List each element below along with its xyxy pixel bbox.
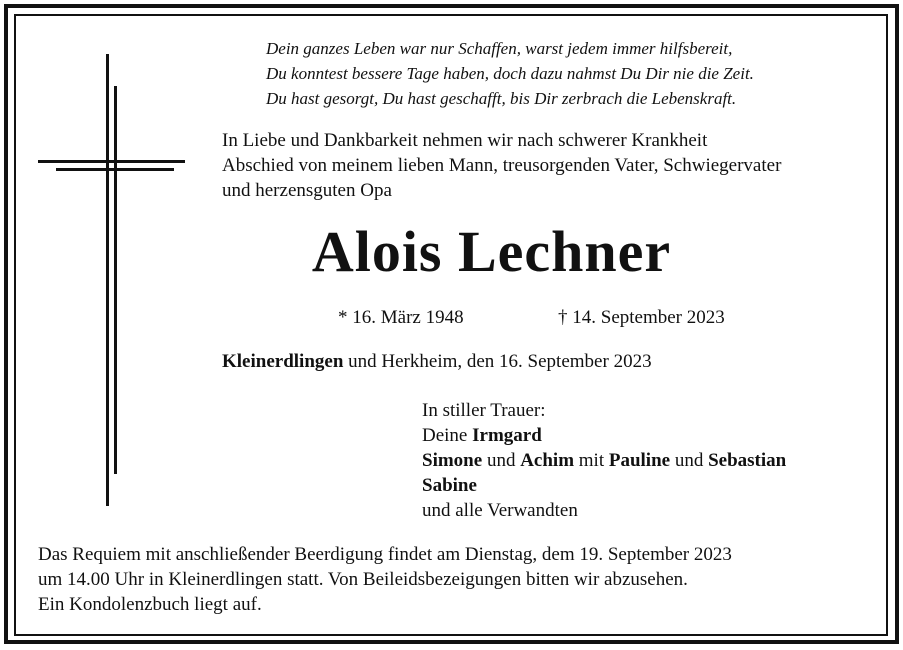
service-line: um 14.00 Uhr in Kleinerdlingen statt. Von Beileidsbezeigungen bitten wir abzusehen. bbox=[38, 569, 688, 590]
text: und bbox=[670, 450, 709, 471]
mourners bbox=[422, 398, 786, 523]
place-town: Kleinerdlingen bbox=[222, 351, 344, 372]
text: Deine bbox=[422, 425, 473, 446]
birth-date: * 16. März 1948 bbox=[338, 307, 464, 328]
death-date: † 14. September 2023 bbox=[558, 307, 725, 328]
spouse-name: Irmgard bbox=[472, 425, 542, 446]
service-line: Das Requiem mit anschließender Beerdigung findet am Dienstag, dem 19. September 2023 bbox=[38, 544, 732, 565]
child-name: Simone bbox=[422, 450, 483, 471]
child-name: Achim bbox=[520, 450, 575, 471]
service-line: Ein Kondolenzbuch liegt auf. bbox=[38, 594, 262, 615]
poem-line: Du konntest bessere Tage haben, doch dazu nahmst Du Dir nie die Zeit. bbox=[266, 64, 754, 83]
service-info bbox=[38, 542, 732, 617]
mourners-spouse-line bbox=[422, 423, 786, 448]
mourners-relatives: und alle Verwandten bbox=[422, 500, 578, 521]
cross-horizontal-bar bbox=[38, 160, 185, 163]
mourners-heading: In stiller Trauer: bbox=[422, 400, 546, 421]
intro-line: und herzensguten Opa bbox=[222, 180, 392, 201]
text: und bbox=[482, 450, 521, 471]
deceased-name: Alois Lechner bbox=[311, 219, 672, 284]
place-date bbox=[222, 351, 652, 373]
grandchild-name: Pauline bbox=[608, 450, 671, 471]
text: mit bbox=[574, 450, 609, 471]
cross-horizontal-bar-inner bbox=[56, 168, 174, 171]
intro-text bbox=[222, 128, 781, 203]
child-name: Sabine bbox=[422, 475, 477, 496]
poem-line: Dein ganzes Leben war nur Schaffen, warst jedem immer hilfsbereit, bbox=[266, 39, 733, 58]
place-date-rest: und Herkheim, den 16. September 2023 bbox=[343, 351, 652, 372]
mourners-line bbox=[422, 473, 786, 498]
intro-line: In Liebe und Dankbarkeit nehmen wir nach schwerer Krankheit bbox=[222, 130, 708, 151]
poem bbox=[266, 36, 754, 111]
mourners-children-line bbox=[422, 448, 786, 473]
grandchild-name: Sebastian bbox=[708, 450, 787, 471]
poem-line: Du hast gesorgt, Du hast geschafft, bis Dir zerbrach die Lebenskraft. bbox=[266, 89, 737, 108]
intro-line: Abschied von meinem lieben Mann, treusorgenden Vater, Schwiegervater bbox=[222, 155, 782, 176]
